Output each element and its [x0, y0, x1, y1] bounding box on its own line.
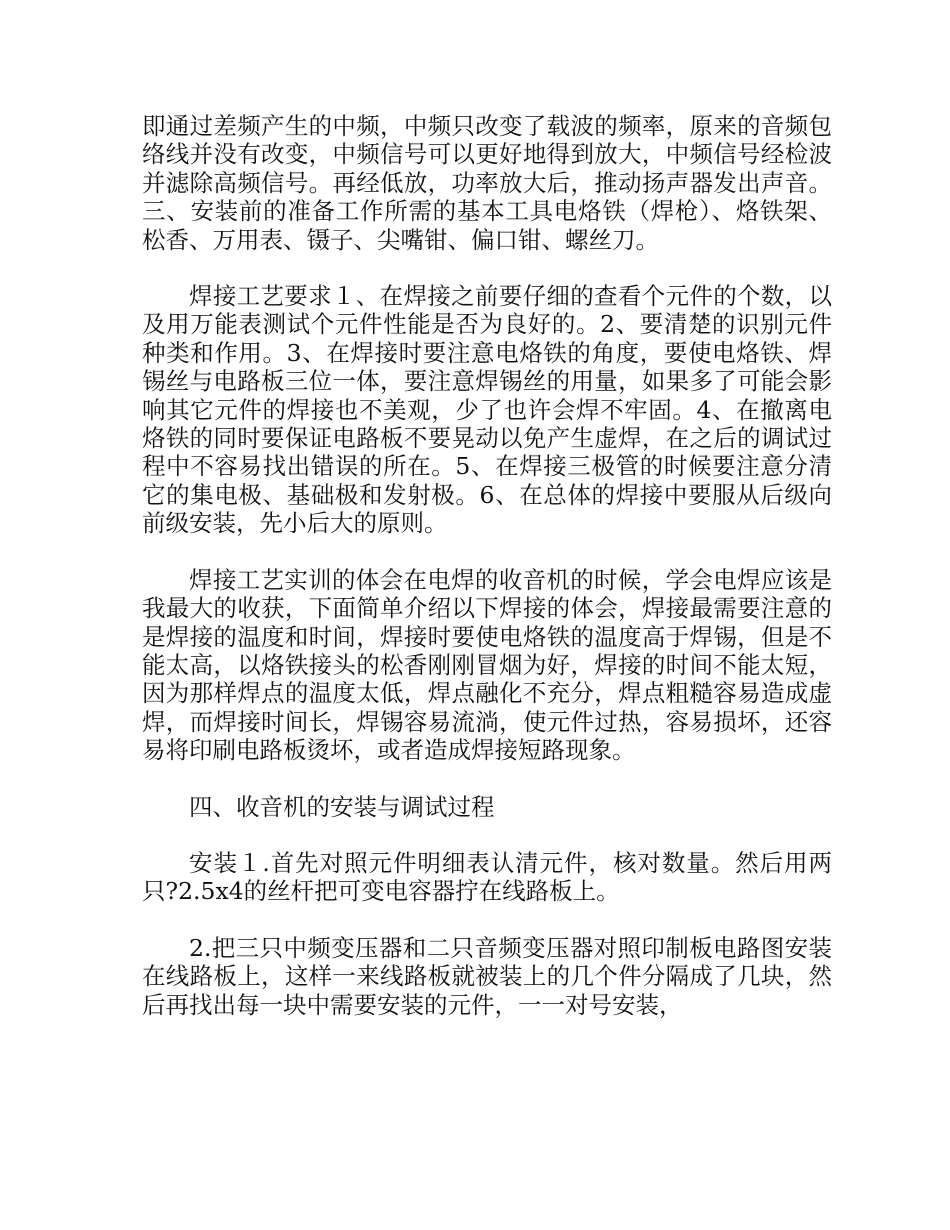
section-heading-installation: 四、收音机的安装与调试过程 [189, 792, 495, 821]
paragraph-intermediate-frequency: 即通过差频产生的中频，中频只改变了载波的频率，原来的音频包络线并没有改变，中频信号可以更好地得到放大，中频信号经检波并滤除高频信号。再经低放，功率放大后，推动扬声器发出声音。三、安装前的准备工作所需的基本工具电烙铁（焊枪）、烙铁架、松香、万用表、镊子、尖嘴钳、偏口钳、螺丝刀。 [142, 112, 832, 254]
paragraph-welding-experience: 焊接工艺实训的体会在电焊的收音机的时候，学会电焊应该是我最大的收获，下面简单介绍以下焊接的体会，焊接最需要注意的是焊接的温度和时间，焊接时要使电烙铁的温度高于焊锡，但是不能太高，以烙铁接头的松香刚刚冒烟为好，焊接的时间不能太短，因为那样焊点的温度太低，焊点融化不充分，焊点粗糙容易造成虚焊，而焊接时间长，焊锡容易流淌，使元件过热，容易损坏，还容易将印刷电路板烫坏，或者造成焊接短路现象。 [142, 565, 832, 765]
paragraph-welding-requirements: 焊接工艺要求１、在焊接之前要仔细的查看个元件的个数，以及用万能表测试个元件性能是否为良好的。2、要清楚的识别元件种类和作用。3、在焊接时要注意电烙铁的角度，要使电烙铁、焊锡丝与电路板三位一体，要注意焊锡丝的用量，如果多了可能会影响其它元件的焊接也不美观，少了也许会焊不牢固。4、在撤离电烙铁的同时要保证电路板不要晃动以免产生虚焊，在之后的调试过程中不容易找出错误的所在。5、在焊接三极管的时候要注意分清它的集电极、基础极和发射极。6、在总体的焊接中要服从后级向前级安装，先小后大的原则。 [142, 282, 832, 538]
document-body [142, 112, 832, 1047]
paragraph-installation-step-2: 2.把三只中频变压器和二只音频变压器对照印制板电路图安装在线路板上，这样一来线路板就被装上的几个件分隔成了几块，然后再找出每一块中需要安装的元件，一一对号安装， [142, 933, 832, 1019]
paragraph-installation-step-1: 安装１.首先对照元件明细表认清元件，核对数量。然后用两只?2.5x4的丝杆把可变电容器拧在线路板上。 [142, 848, 832, 906]
